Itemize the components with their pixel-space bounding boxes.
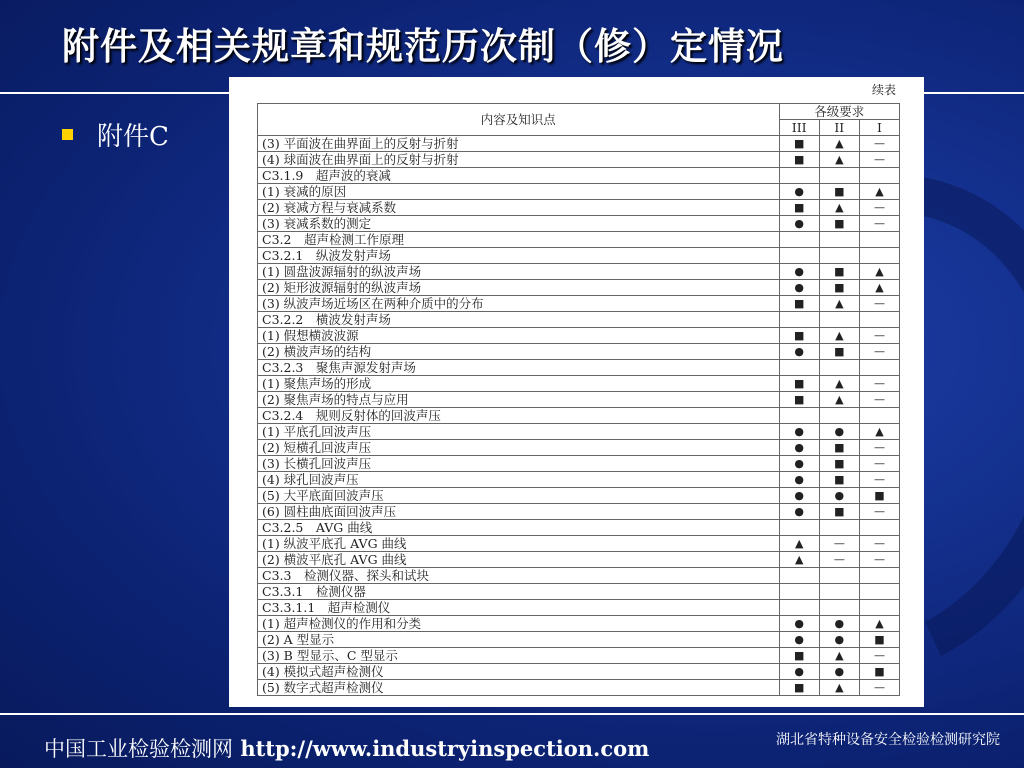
table-row [258, 552, 900, 568]
continued-label: 续表 [871, 83, 896, 97]
requirement-mark: ■ [819, 504, 859, 520]
requirement-mark: ▲ [819, 152, 859, 168]
requirement-mark: ■ [859, 632, 899, 648]
scanned-document [229, 77, 924, 707]
requirement-mark: ▲ [859, 424, 899, 440]
row-content: (1) 平底孔回波声压 [258, 424, 780, 440]
row-content: C3.2.5 AVG 曲线 [258, 520, 780, 536]
row-content: C3.2 超声检测工作原理 [258, 232, 780, 248]
requirement-mark [779, 600, 819, 616]
row-content: (6) 圆柱曲底面回波声压 [258, 504, 780, 520]
requirement-mark: ■ [779, 376, 819, 392]
requirement-mark: ● [779, 664, 819, 680]
requirement-mark [779, 248, 819, 264]
requirement-mark: — [859, 456, 899, 472]
requirement-mark [779, 232, 819, 248]
table-row [258, 584, 900, 600]
requirement-mark: — [859, 472, 899, 488]
requirement-mark: ▲ [819, 328, 859, 344]
row-content: (2) 横波平底孔 AVG 曲线 [258, 552, 780, 568]
row-content: (2) 短横孔回波声压 [258, 440, 780, 456]
requirement-mark: ● [819, 664, 859, 680]
requirement-mark: ● [779, 616, 819, 632]
row-content: C3.2.4 规则反射体的回波声压 [258, 408, 780, 424]
requirement-mark [859, 520, 899, 536]
requirement-mark: — [859, 376, 899, 392]
header-level-i: I [859, 120, 899, 136]
row-content: (1) 纵波平底孔 AVG 曲线 [258, 536, 780, 552]
row-content: (2) 衰减方程与衰减系数 [258, 200, 780, 216]
table-row [258, 312, 900, 328]
table-row [258, 568, 900, 584]
header-level-ii: II [819, 120, 859, 136]
row-content: (1) 假想横波波源 [258, 328, 780, 344]
table-row [258, 520, 900, 536]
requirement-mark: ▲ [779, 536, 819, 552]
requirement-mark: ■ [819, 280, 859, 296]
row-content: (4) 球面波在曲界面上的反射与折射 [258, 152, 780, 168]
requirement-mark: — [859, 680, 899, 696]
requirement-mark: ▲ [859, 280, 899, 296]
requirement-mark: ● [779, 440, 819, 456]
footer-site [44, 733, 649, 763]
requirement-mark: ● [779, 632, 819, 648]
requirement-mark [819, 584, 859, 600]
slide-title: 附件及相关规章和规范历次制（修）定情况 [62, 25, 784, 68]
table-row [258, 280, 900, 296]
table-row [258, 632, 900, 648]
table-row [258, 616, 900, 632]
requirement-mark: ■ [819, 472, 859, 488]
row-content: (2) 横波声场的结构 [258, 344, 780, 360]
requirement-mark: ● [819, 632, 859, 648]
requirement-mark [859, 408, 899, 424]
table-row [258, 424, 900, 440]
requirement-mark [819, 248, 859, 264]
row-content: (3) 平面波在曲界面上的反射与折射 [258, 136, 780, 152]
requirement-mark: ▲ [859, 184, 899, 200]
table-row [258, 232, 900, 248]
requirement-mark: — [859, 504, 899, 520]
requirement-mark [819, 232, 859, 248]
table-row [258, 200, 900, 216]
requirement-mark: — [859, 200, 899, 216]
row-content: (1) 衰减的原因 [258, 184, 780, 200]
table-row [258, 456, 900, 472]
row-content: (4) 模拟式超声检测仪 [258, 664, 780, 680]
requirement-mark [819, 168, 859, 184]
table-row [258, 536, 900, 552]
table-row [258, 600, 900, 616]
header-content: 内容及知识点 [258, 104, 780, 136]
requirement-mark: ● [779, 424, 819, 440]
requirement-mark: ▲ [859, 616, 899, 632]
row-content: (2) A 型显示 [258, 632, 780, 648]
table-row [258, 216, 900, 232]
requirement-mark: ▲ [819, 648, 859, 664]
requirement-mark: ● [779, 488, 819, 504]
table-row [258, 248, 900, 264]
row-content: C3.2.2 横波发射声场 [258, 312, 780, 328]
requirement-mark: ▲ [819, 296, 859, 312]
requirement-mark: — [859, 344, 899, 360]
row-content: (1) 超声检测仪的作用和分类 [258, 616, 780, 632]
requirement-mark [819, 360, 859, 376]
header-level-iii: III [779, 120, 819, 136]
requirement-mark: ● [779, 472, 819, 488]
requirement-mark: ■ [779, 152, 819, 168]
requirement-mark: — [859, 152, 899, 168]
row-content: C3.1.9 超声波的衰减 [258, 168, 780, 184]
requirement-mark: ■ [779, 200, 819, 216]
requirement-mark: ■ [819, 456, 859, 472]
requirement-mark [819, 520, 859, 536]
table-row [258, 680, 900, 696]
row-content: (1) 聚焦声场的形成 [258, 376, 780, 392]
row-content: C3.3.1.1 超声检测仪 [258, 600, 780, 616]
table-row [258, 296, 900, 312]
requirement-mark: ■ [819, 344, 859, 360]
requirement-mark: ▲ [819, 680, 859, 696]
requirement-mark: ■ [779, 680, 819, 696]
requirement-mark [819, 568, 859, 584]
requirement-mark: ▲ [819, 376, 859, 392]
requirement-mark [859, 584, 899, 600]
requirement-mark: ● [779, 504, 819, 520]
table-row [258, 264, 900, 280]
requirement-mark: ■ [819, 440, 859, 456]
row-content: (2) 聚焦声场的特点与应用 [258, 392, 780, 408]
row-content: (2) 矩形波源辐射的纵波声场 [258, 280, 780, 296]
requirement-mark: ● [779, 264, 819, 280]
requirement-mark: ● [779, 280, 819, 296]
requirement-mark [859, 168, 899, 184]
requirement-mark: ■ [819, 184, 859, 200]
requirement-mark: ● [779, 216, 819, 232]
table-row [258, 360, 900, 376]
requirement-mark [779, 584, 819, 600]
table-row [258, 488, 900, 504]
requirement-mark: — [819, 552, 859, 568]
row-content: C3.3 检测仪器、探头和试块 [258, 568, 780, 584]
requirement-mark: ■ [779, 296, 819, 312]
requirement-mark [779, 520, 819, 536]
requirement-mark [859, 248, 899, 264]
requirement-mark: ▲ [819, 200, 859, 216]
bullet-item [62, 116, 169, 153]
row-content: (4) 球孔回波声压 [258, 472, 780, 488]
requirement-mark: ● [819, 424, 859, 440]
table-row [258, 408, 900, 424]
requirement-mark: — [859, 328, 899, 344]
requirement-mark [819, 408, 859, 424]
requirement-mark: — [859, 440, 899, 456]
footer-institute: 湖北省特种设备安全检验检测研究院 [776, 732, 1000, 748]
requirement-mark [859, 360, 899, 376]
requirement-mark [779, 408, 819, 424]
table-row [258, 344, 900, 360]
requirement-mark: ● [819, 616, 859, 632]
requirement-mark: — [859, 136, 899, 152]
requirement-mark: ■ [779, 328, 819, 344]
requirement-mark: — [859, 296, 899, 312]
table-row [258, 472, 900, 488]
requirement-mark: ■ [859, 664, 899, 680]
requirement-mark [779, 568, 819, 584]
requirement-mark: — [859, 392, 899, 408]
table-row [258, 136, 900, 152]
table-row [258, 184, 900, 200]
row-content: (3) B 型显示、C 型显示 [258, 648, 780, 664]
table-row [258, 504, 900, 520]
requirement-mark: ● [779, 184, 819, 200]
row-content: (3) 长横孔回波声压 [258, 456, 780, 472]
table-row [258, 152, 900, 168]
requirement-mark: ■ [819, 216, 859, 232]
requirement-mark [779, 168, 819, 184]
requirement-mark: ● [779, 456, 819, 472]
table-row [258, 440, 900, 456]
header-levels: 各级要求 [779, 104, 899, 120]
row-content: (3) 衰减系数的测定 [258, 216, 780, 232]
requirement-mark: ▲ [859, 264, 899, 280]
requirement-mark: ■ [779, 136, 819, 152]
table-row [258, 328, 900, 344]
table-row [258, 168, 900, 184]
row-content: C3.2.1 纵波发射声场 [258, 248, 780, 264]
bullet-text: 附件C [97, 122, 169, 152]
table-body [258, 136, 900, 696]
row-content: (3) 纵波声场近场区在两种介质中的分布 [258, 296, 780, 312]
requirement-mark: — [859, 216, 899, 232]
requirement-mark: ▲ [819, 136, 859, 152]
requirement-mark [819, 600, 859, 616]
requirement-mark: — [859, 536, 899, 552]
requirement-mark [859, 568, 899, 584]
table-row [258, 648, 900, 664]
requirement-mark [819, 312, 859, 328]
requirement-mark: ● [819, 488, 859, 504]
requirement-mark [779, 360, 819, 376]
square-bullet-icon [62, 129, 73, 140]
requirement-mark: ■ [779, 392, 819, 408]
requirement-mark: — [859, 648, 899, 664]
row-content: (5) 大平底面回波声压 [258, 488, 780, 504]
row-content: (1) 圆盘波源辐射的纵波声场 [258, 264, 780, 280]
footer-divider [0, 713, 1024, 715]
requirement-mark: ■ [859, 488, 899, 504]
row-content: C3.2.3 聚焦声源发射声场 [258, 360, 780, 376]
row-content: (5) 数字式超声检测仪 [258, 680, 780, 696]
requirement-mark [779, 312, 819, 328]
requirement-mark: — [819, 536, 859, 552]
footer-site-name: 中国工业检验检测网 [44, 737, 233, 761]
footer-url[interactable]: http://www.industryinspection.com [240, 736, 650, 761]
table-row [258, 392, 900, 408]
table-row [258, 664, 900, 680]
requirements-table [257, 103, 900, 696]
requirement-mark [859, 312, 899, 328]
requirement-mark: ▲ [779, 552, 819, 568]
row-content: C3.3.1 检测仪器 [258, 584, 780, 600]
requirement-mark: — [859, 552, 899, 568]
requirement-mark [859, 232, 899, 248]
requirement-mark: ▲ [819, 392, 859, 408]
requirement-mark: ● [779, 344, 819, 360]
requirement-mark [859, 600, 899, 616]
requirement-mark: ■ [779, 648, 819, 664]
requirement-mark: ■ [819, 264, 859, 280]
table-row [258, 376, 900, 392]
